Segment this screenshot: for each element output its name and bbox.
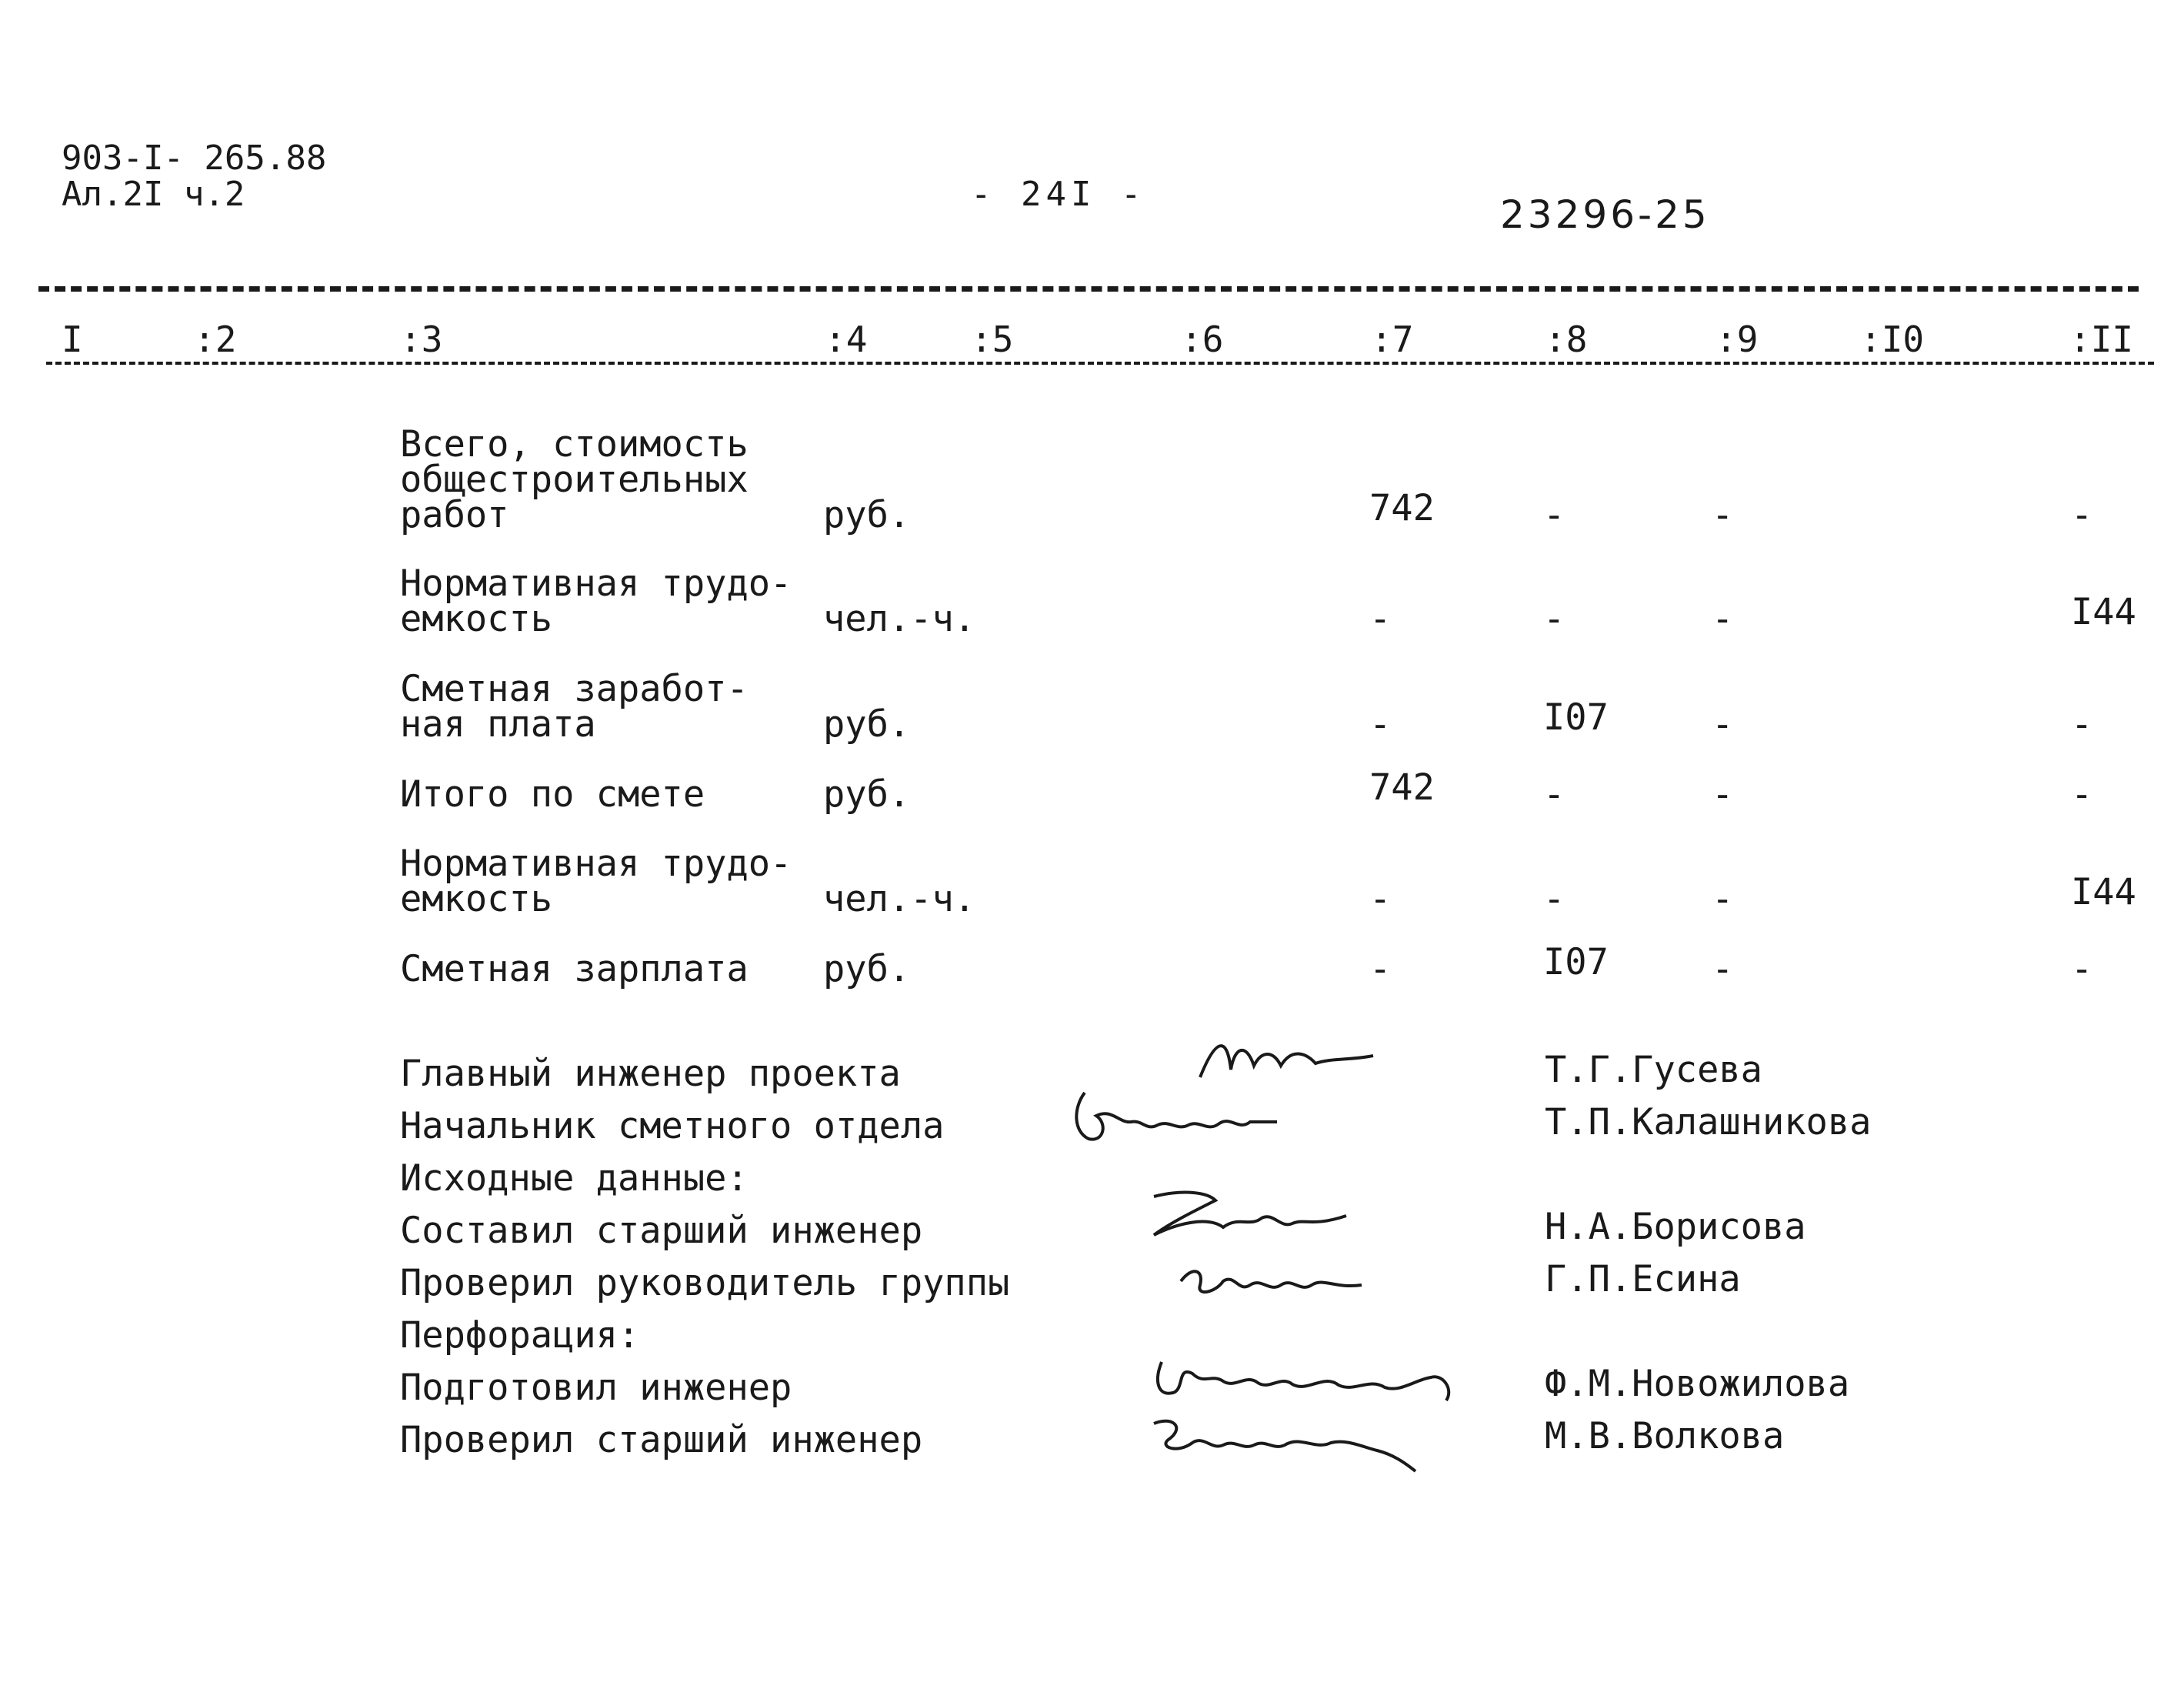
row-value-col7: - — [1369, 948, 1392, 990]
prepared-name: Ф.М.Новожилова — [1545, 1363, 1850, 1405]
estimate-head-label: Начальник сметного отдела — [400, 1105, 945, 1147]
row-label-line: емкость — [400, 598, 553, 640]
row-unit: руб. — [823, 494, 911, 536]
row-label-line: общестроительных — [400, 459, 749, 501]
estimate-head-signature — [1065, 1077, 1296, 1154]
row-value-col11: - — [2071, 773, 2093, 816]
row-value-col9: - — [1712, 878, 1734, 920]
perforation-label: Перфорация: — [400, 1314, 640, 1357]
column-heading-4: :4 — [825, 319, 868, 360]
chief-engineer-label: Главный инженер проекта — [400, 1053, 901, 1095]
row-value-col8: I07 — [1543, 696, 1609, 739]
page-number: - 24I - — [971, 175, 1146, 214]
column-heading-8: :8 — [1545, 319, 1588, 360]
row-label-line: ная плата — [400, 703, 596, 746]
row-value-col9: - — [1712, 773, 1734, 816]
document-code: 903-I- 265.88 — [62, 139, 327, 178]
verified-signature — [1139, 1408, 1431, 1477]
row-value-col9: - — [1712, 494, 1734, 536]
row-value-col8: - — [1543, 598, 1565, 640]
row-value-col8: - — [1543, 773, 1565, 816]
row-label-line: работ — [400, 494, 509, 536]
row-label-line: Нормативная трудо- — [400, 562, 792, 605]
column-heading-5: :5 — [971, 319, 1014, 360]
column-heading-3: :3 — [400, 319, 443, 360]
header-separator-line — [38, 286, 2139, 292]
row-value-col11: - — [2071, 703, 2093, 746]
column-header-underline — [46, 362, 2154, 365]
compiled-signature — [1123, 1181, 1354, 1250]
source-data-label: Исходные данные: — [400, 1157, 749, 1200]
row-value-col7: 742 — [1369, 487, 1435, 529]
row-label-line: Всего, стоимость — [400, 423, 749, 466]
row-value-col8: - — [1543, 494, 1565, 536]
row-unit: руб. — [823, 773, 911, 816]
compiled-label: Составил старший инженер — [400, 1210, 923, 1252]
row-value-col8: I07 — [1543, 941, 1609, 983]
row-label-line: Сметная заработ- — [400, 668, 749, 710]
stamp-number: 23296-25 — [1500, 192, 1710, 237]
row-value-col9: - — [1712, 598, 1734, 640]
verified-label: Проверил старший инженер — [400, 1419, 923, 1461]
row-value-col8: - — [1543, 878, 1565, 920]
compiled-name: Н.А.Борисова — [1545, 1206, 1806, 1248]
checked-group-name: Г.П.Есина — [1545, 1258, 1741, 1300]
row-value-col11: - — [2071, 948, 2093, 990]
row-value-col7: - — [1369, 878, 1392, 920]
prepared-label: Подготовил инженер — [400, 1367, 792, 1409]
row-label-line: емкость — [400, 878, 553, 920]
column-heading-11: :II — [2069, 319, 2134, 360]
row-label-line: Сметная зарплата — [400, 948, 749, 990]
row-unit: руб. — [823, 703, 911, 746]
column-heading-10: :I0 — [1860, 319, 1925, 360]
row-unit: чел.-ч. — [823, 878, 976, 920]
row-value-col11: I44 — [2071, 591, 2136, 633]
column-heading-1: I — [62, 319, 83, 360]
estimate-head-name: Т.П.Калашникова — [1545, 1101, 1872, 1143]
row-value-col11: - — [2071, 494, 2093, 536]
column-heading-7: :7 — [1371, 319, 1414, 360]
row-unit: чел.-ч. — [823, 598, 976, 640]
row-value-col11: I44 — [2071, 871, 2136, 913]
row-value-col7: - — [1369, 703, 1392, 746]
checked-group-label: Проверил руководитель группы — [400, 1262, 1010, 1304]
row-value-col7: 742 — [1369, 766, 1435, 809]
prepared-signature — [1139, 1350, 1477, 1412]
document-part: Ал.2I ч.2 — [62, 175, 245, 214]
row-value-col9: - — [1712, 948, 1734, 990]
row-label-line: Нормативная трудо- — [400, 843, 792, 885]
row-unit: руб. — [823, 948, 911, 990]
column-heading-2: :2 — [194, 319, 237, 360]
column-heading-6: :6 — [1181, 319, 1224, 360]
verified-name: М.В.Волкова — [1545, 1415, 1785, 1457]
checked-group-signature — [1169, 1250, 1377, 1304]
column-heading-9: :9 — [1716, 319, 1759, 360]
chief-engineer-name: Т.Г.Гусева — [1545, 1049, 1762, 1091]
row-value-col9: - — [1712, 703, 1734, 746]
row-value-col7: - — [1369, 598, 1392, 640]
row-label-line: Итого по смете — [400, 773, 705, 816]
